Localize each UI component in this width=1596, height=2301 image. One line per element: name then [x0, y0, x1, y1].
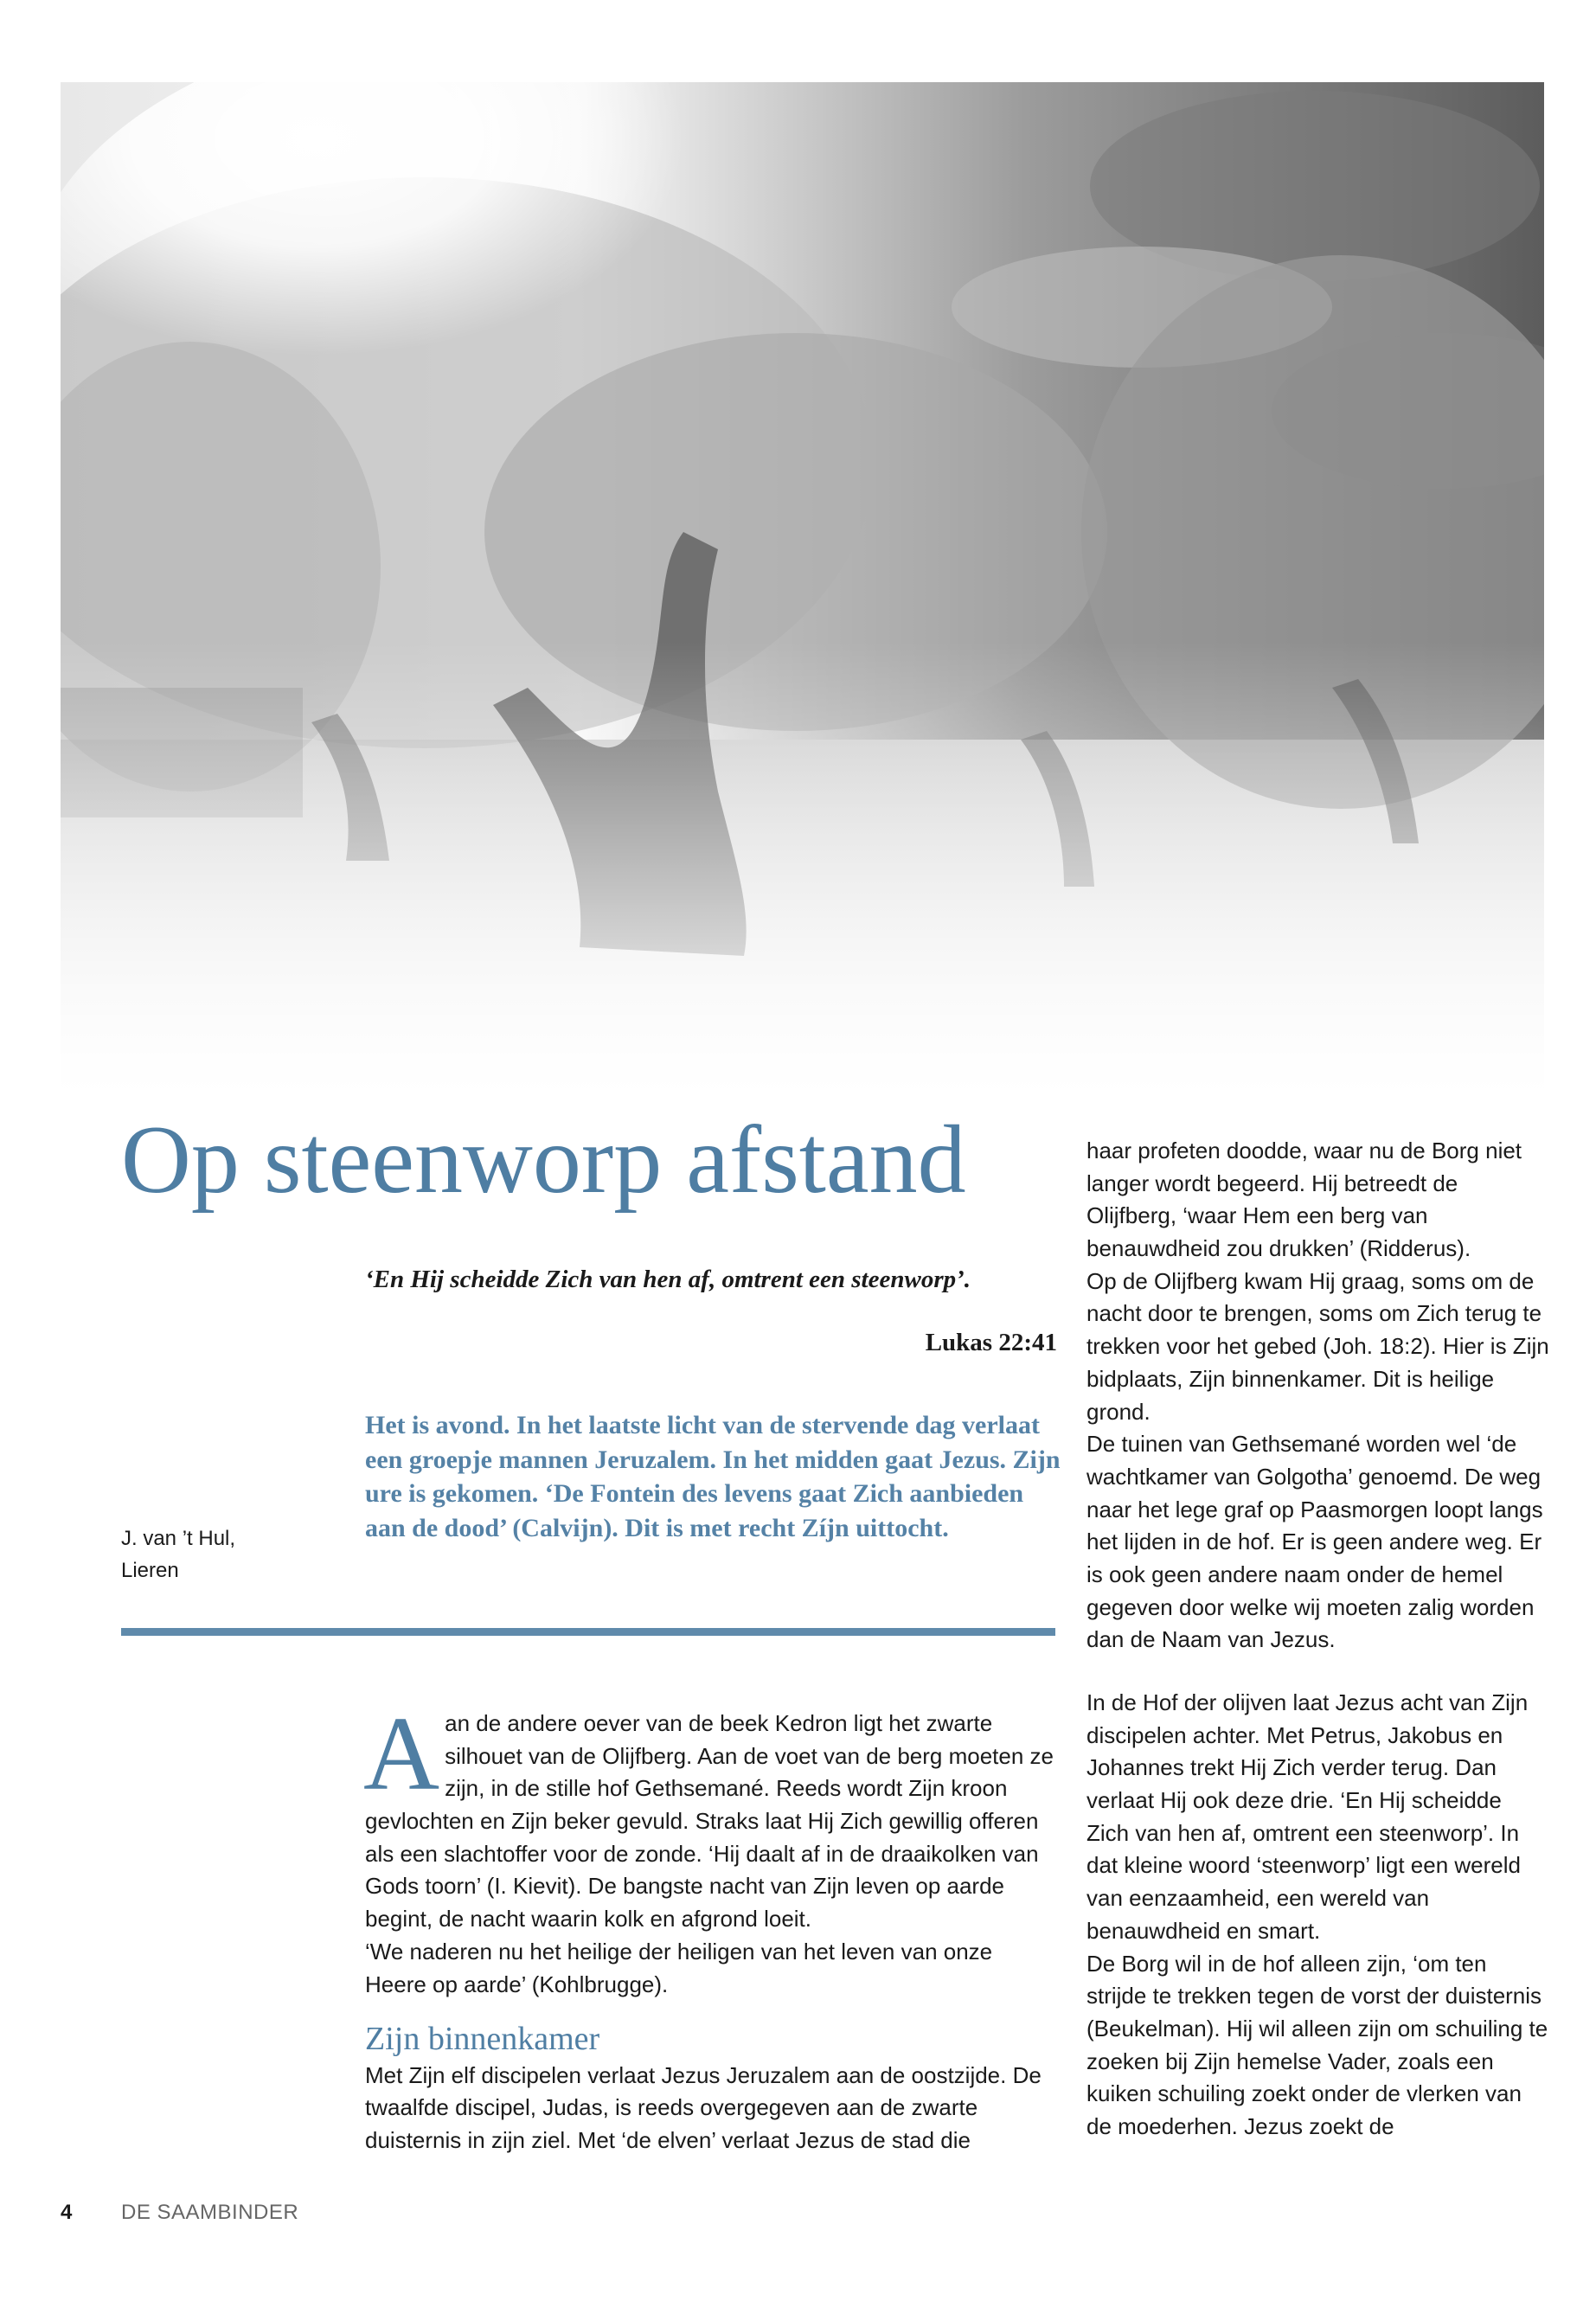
header-photo-olive-garden	[61, 82, 1544, 1099]
lead-paragraph: Het is avond. In het laatste licht van de stervende dag verlaat een groepje mannen Jeruzalem. In het midden gaat Jezus. Zijn ure is gekomen. ‘De Fontein des levens gaat Zich aanbieden aan de dood’ (Calvijn). Dit is met recht Zíjn uittocht.	[365, 1411, 1061, 1542]
body-column-main	[363, 1695, 1059, 2157]
right-paragraph-3: De tuinen van Gethsemané worden wel ‘de wachtkamer van Golgotha’ genoemd. De weg naar het lege graf op Paasmorgen loopt langs het lijden in de hof. Er is geen andere weg. Er is ook geen andere naam onder de hemel gegeven door welke wij moeten zalig worden dan de Naam van Jezus.	[1086, 1431, 1543, 1653]
right-paragraph-4: In de Hof der olijven laat Jezus acht van Zijn discipelen achter. Met Petrus, Jakobus en Johannes trekt Hij Zich verder terug. Dan verlaat Hij ook deze drie. ‘En Hij scheidde Zich van hen af, omtrent een steenworp’. In dat kleine woord ‘steenworp’ ligt een wereld van eenzaamheid, een wereld van benauwdheid en smart.	[1086, 1689, 1529, 1944]
body-paragraph-1-text: an de andere oever van de beek Kedron ligt het zwarte silhouet van de Olijfberg. Aan de voet van de berg moeten ze zijn, in de stille hof Gethsemané. Reeds wordt Zijn kroon gevlochten en Zijn beker gevuld. Straks laat Hij Zich gewillig offeren als een slachtoffer voor de zonde. ‘Hij daalt af in de draaikolken van Gods toorn’ (I. Kievit). De bangste nacht van Zijn leven op aarde begint, de nacht waarin kolk en afgrond loeit.	[365, 1710, 1054, 1932]
drop-cap: A	[363, 1695, 440, 1812]
epigraph-reference: Lukas 22:41	[925, 1329, 1057, 1356]
section-heading: Zijn binnenkamer	[365, 2021, 600, 2058]
author-place: Lieren	[121, 1559, 179, 1583]
body-paragraph-1	[363, 1695, 1059, 1936]
article-title: Op steenworp afstand	[121, 1106, 966, 1214]
right-paragraph-1: haar profeten doodde, waar nu de Borg niet langer wordt begeerd. Hij betreedt de Olijfberg, ‘waar Hem een berg van benauwdheid zou drukken’ (Ridderus).	[1086, 1138, 1522, 1262]
epigraph-quote: ‘En Hij scheidde Zich van hen af, omtrent een steenworp’.	[365, 1266, 971, 1293]
body-column-right	[1086, 1135, 1549, 2144]
body-paragraph-2: ‘We naderen nu het heilige der heiligen van het leven van onze Heere op aarde’ (Kohlbrugge).	[365, 1938, 993, 1997]
author-name: J. van ’t Hul,	[121, 1527, 236, 1550]
right-paragraph-2: Op de Olijfberg kwam Hij graag, soms om de nacht door te brengen, soms om Zich terug te trekken voor het gebed (Joh. 18:2). Hier is Zijn bidplaats, Zijn binnenkamer. Dit is heilige grond.	[1086, 1267, 1549, 1425]
body-paragraph-3: Met Zijn elf discipelen verlaat Jezus Jeruzalem aan de oostzijde. De twaalfde discipel, Judas, is reeds overgegeven aan de zwarte duisternis in zijn ziel. Met ‘de elven’ verlaat Jezus de stad die	[365, 2061, 1042, 2154]
magazine-name: DE SAAMBINDER	[121, 2201, 299, 2224]
right-paragraph-5: De Borg wil in de hof alleen zijn, ‘om ten strijde te trekken tegen de vorst der duisternis (Beukelman). Hij wil alleen zijn om schuiling te zoeken bij Zijn hemelse Vader, zoals een kuiken schuiling zoekt onder de vlerken van de moederhen. Jezus zoekt de	[1086, 1950, 1548, 2139]
page-number: 4	[61, 2201, 73, 2224]
divider-rule	[121, 1628, 1055, 1636]
author-byline	[121, 1522, 329, 1586]
